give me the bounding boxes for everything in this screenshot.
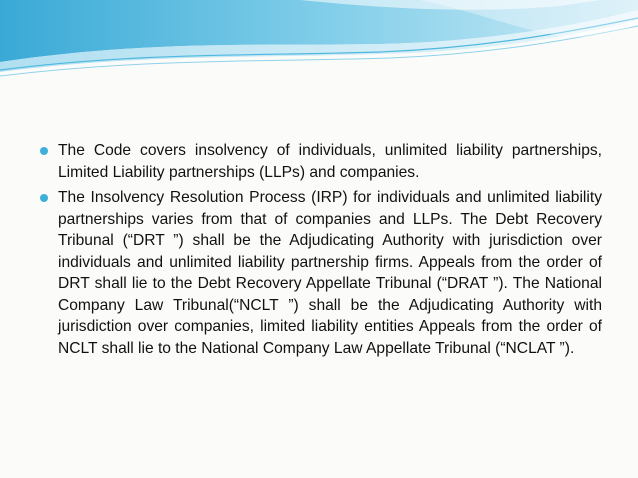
- bullet-text: The Insolvency Resolution Process (IRP) for individuals and unlimited liability partnerships varies from that of companies and LLPs. The Debt Recovery Tribunal (“DRT ”) shall be the Adjudicating Authority with jurisdiction over individuals and unlimited liability partnership firms. Appeals from the order of DRT shall lie to the Debt Recovery Appellate Tribunal (“DRAT ”). The National Company Law Tribunal(“NCLT ”) shall be the Adjudicating Authority with jurisdiction over companies, limited liability entities Appeals from the order of NCLT shall lie to the National Company Law Appellate Tribunal (“NCLAT ”).: [58, 189, 602, 357]
- bullet-dot-icon: [40, 194, 48, 202]
- bullet-item: [40, 140, 602, 183]
- bullet-item: [40, 187, 602, 359]
- bullet-text: The Code covers insolvency of individuals, unlimited liability partnerships, Limited Liability partnerships (LLPs) and companies.: [58, 142, 602, 181]
- slide-body: [40, 140, 602, 363]
- bullet-dot-icon: [40, 147, 48, 155]
- header-wave-decoration: [0, 0, 638, 80]
- bullet-list: [40, 140, 602, 359]
